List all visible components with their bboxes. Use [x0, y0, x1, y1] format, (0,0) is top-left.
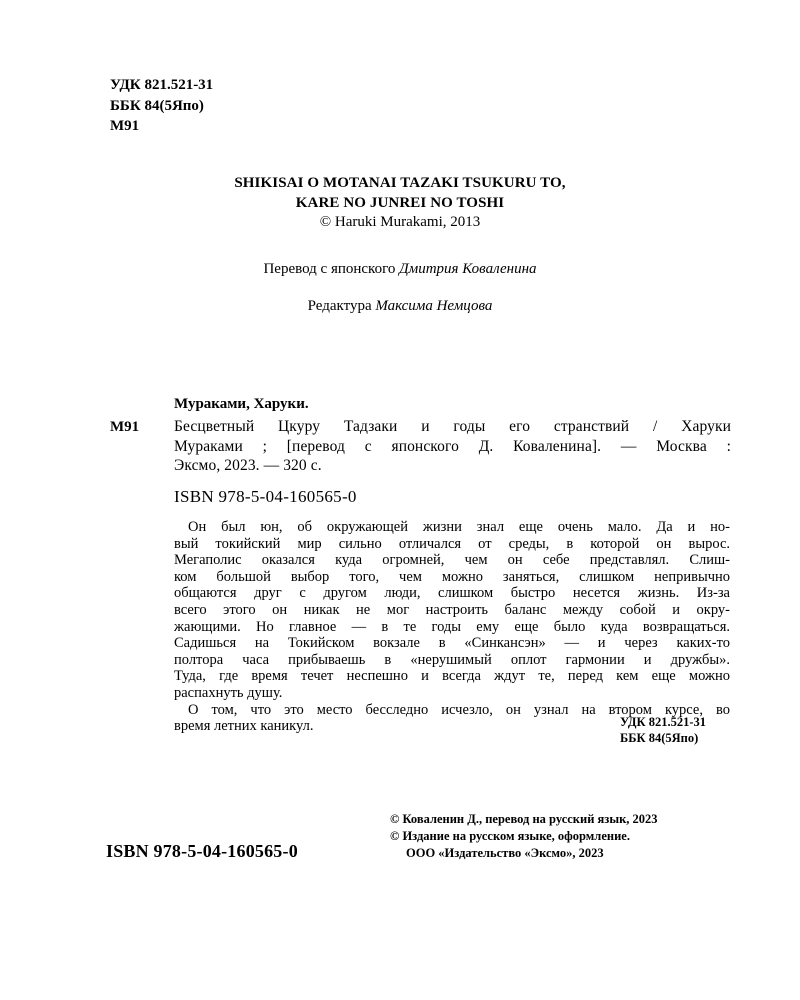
author-mark-code: М91 [110, 118, 140, 134]
original-title-block [0, 174, 800, 233]
udk-code: УДК 821.521-31 [110, 77, 214, 93]
annotation-line: О том, что это место бесследно исчезло, он узнал на втором курсе, во [188, 701, 730, 718]
translation-prefix: Перевод с японского [263, 261, 396, 277]
original-title-line2: KARE NO JUNREI NO TOSHI [295, 194, 505, 211]
author-heading: Мураками, Харуки. [174, 396, 309, 412]
annotation-line: Туда, где время течет неспешно и всегда ждут те, перед кем еще можно [174, 668, 730, 685]
bbk-code: ББК 84(5Япо) [110, 97, 204, 114]
translator-credit [0, 261, 800, 278]
annotation-line: время летних каникул. [174, 718, 314, 735]
bottom-bbk-code: ББК 84(5Япо) [620, 730, 699, 745]
annotation-line: полтора часа прибываешь в «нерушимый оплот гармонии и дружбы». [174, 651, 730, 668]
original-copyright: © Haruki Murakami, 2013 [319, 214, 481, 230]
annotation-line: Садишься на Токийском вокзале в «Синкансэн» — и через каких-то [174, 635, 730, 652]
annotation-line: Он был юн, об окружающей жизни знал еще очень мало. Да и но- [188, 519, 730, 535]
copyright-edition: © Издание на русском языке, оформление. [390, 829, 630, 843]
editing-prefix: Редактура [307, 298, 372, 314]
isbn-main: ISBN 978-5-04-160565-0 [174, 487, 357, 506]
editor-name: Максима Немцова [375, 298, 493, 314]
annotation-line: общаются друг с другом люди, слишком быстро несется жизнь. Из-за [174, 585, 730, 602]
classification-codes [110, 75, 213, 137]
isbn-bottom: ISBN 978-5-04-160565-0 [106, 841, 298, 861]
annotation-line: всего этого он никак не мог настроить баланс между собой и окру- [174, 601, 730, 618]
bottom-udk-code: УДК 821.521-31 [620, 715, 706, 729]
annotation-line: ком большой выбор того, чем можно заняться, слишком непривычно [174, 568, 730, 585]
bibliographic-entry [174, 417, 731, 476]
bib-author-mark: М91 [110, 419, 140, 435]
copyright-block [390, 811, 658, 862]
annotation-line: жающими. Но главное — в те годы ему еще было куда возвращаться. [174, 618, 730, 635]
annotation [174, 519, 730, 735]
annotation-line: распахнуть душу. [174, 684, 283, 701]
copyright-translation: © Коваленин Д., перевод на русский язык, 2023 [390, 812, 658, 826]
translator-name: Дмитрия Коваленина [399, 261, 537, 277]
bib-line: Эксмо, 2023. — 320 с. [174, 457, 322, 474]
bib-line: Мураками ; [перевод с японского Д. Коваленина]. — Москва : [174, 437, 731, 455]
copyright-publisher: ООО «Издательство «Эксмо», 2023 [406, 846, 604, 860]
bottom-classification-codes [620, 715, 706, 746]
annotation-line: вый токийский мир сильно отличался от среды, в которой он вырос. [174, 535, 730, 552]
annotation-line: Мегаполис оказался куда огромней, чем он себе представлял. Слиш- [174, 552, 730, 569]
editor-credit [0, 298, 800, 315]
bib-line: Бесцветный Цкуру Тадзаки и годы его странствий / Харуки [174, 418, 731, 435]
original-title-line1: SHIKISAI O MOTANAI TAZAKI TSUKURU TO, [234, 175, 566, 191]
